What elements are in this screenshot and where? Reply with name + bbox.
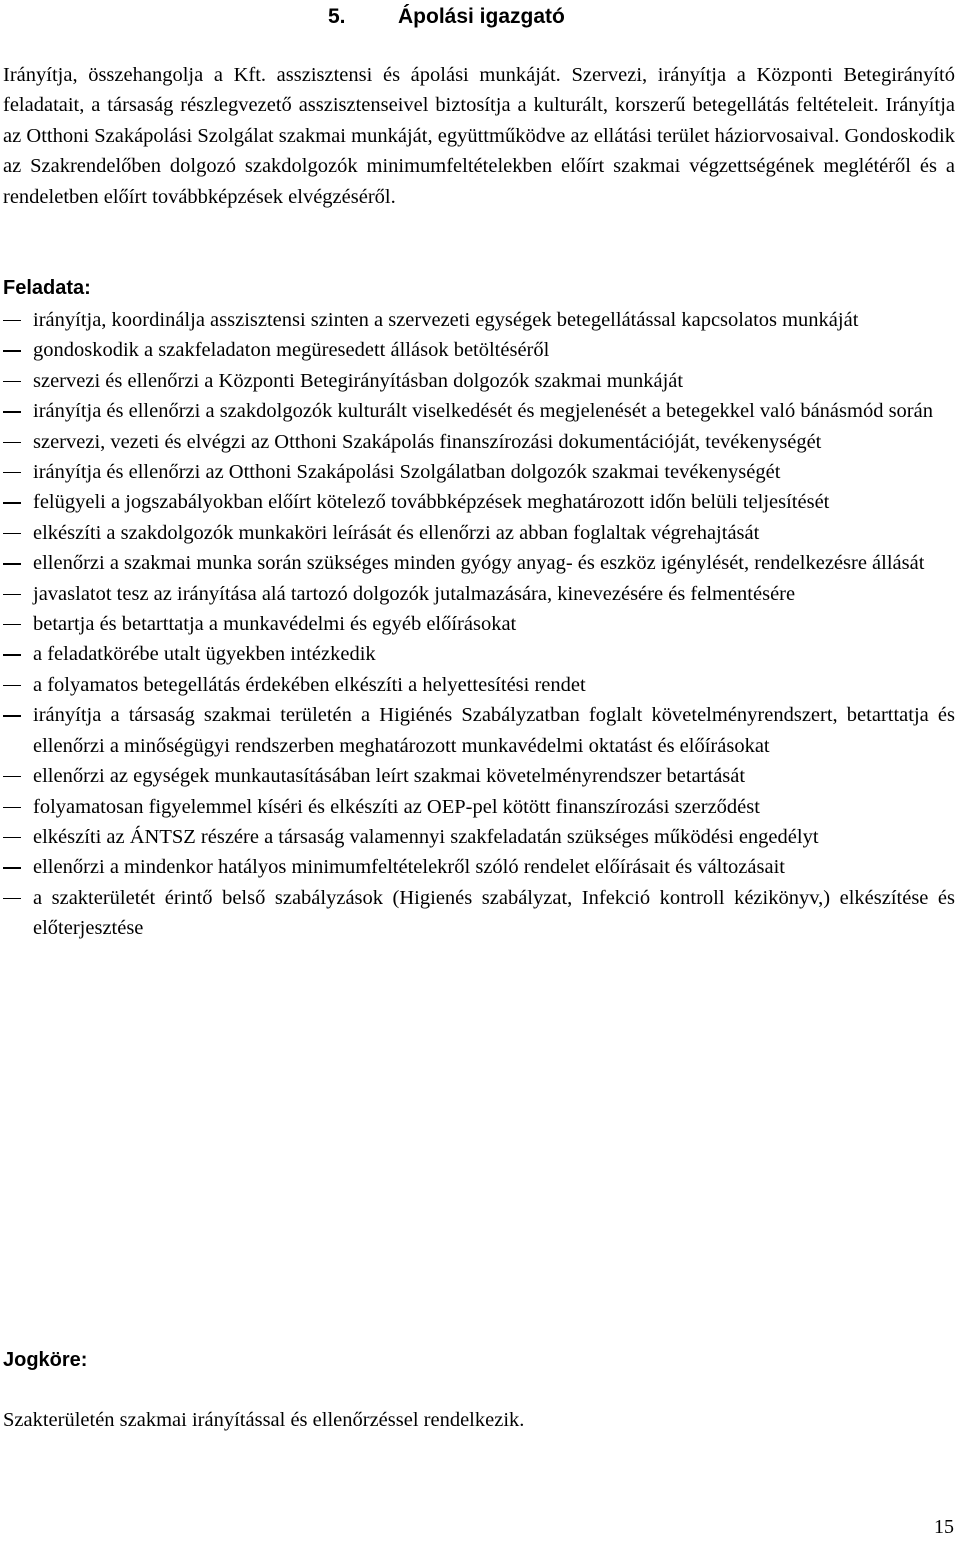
list-item-text: ellenőrzi az egységek munkautasításában leírt szakmai követelményrendszer betartását	[33, 765, 746, 788]
list-item	[0, 761, 955, 791]
feladata-heading: Feladata:	[3, 277, 91, 299]
list-item	[0, 700, 955, 761]
list-item-text: javaslatot tesz az irányítása alá tartozó dolgozók jutalmazására, kinevezésére és felmentésére	[33, 582, 796, 605]
dash-bullet	[3, 624, 21, 625]
dash-bullet	[3, 715, 21, 716]
list-item	[0, 670, 955, 700]
list-item-text: irányítja és ellenőrzi a szakdolgozók kulturált viselkedését és megjelenését a betegekkel való bánásmód során	[33, 400, 933, 423]
dash-bullet	[3, 654, 21, 655]
section-title-text: Ápolási igazgató	[398, 5, 565, 28]
list-item-text: a folyamatos betegellátás érdekében elkészíti a helyettesítési rendet	[33, 673, 586, 696]
jogkore-heading: Jogköre:	[3, 1349, 88, 1371]
list-item-text: a szakterületét érintő belső szabályzások (Higienés szabályzat, Infekció kontroll kézikönyv,) elkészítése és előterjesztése	[33, 886, 955, 940]
list-item-text: szervezi, vezeti és elvégzi az Otthoni Szakápolás finanszírozási dokumentációját, tevékenységét	[33, 430, 822, 453]
list-item-text: elkészíti a szakdolgozók munkaköri leírását és ellenőrzi az abban foglaltak végrehajtását	[33, 521, 760, 544]
dash-bullet	[3, 442, 21, 443]
list-item	[0, 427, 955, 457]
list-item	[0, 335, 955, 365]
list-item	[0, 487, 955, 517]
intro-paragraph: Irányítja, összehangolja a Kft. asszisztensi és ápolási munkáját. Szervezi, irányítja a Központi Betegirányító feladatait, a társaság részlegvezető asszisztenseivel biztosítja a kulturált, korszerű betegellátás feltételeit. Irányítja az Otthoni Szakápolási Szolgálat szakmai munkáját, együttműködve az ellátási terület háziorvosaival. Gondoskodik az Szakrendelőben dolgozó szakdolgozók minimumfeltételekben előírt szakmai végzettségének meglétéről és a rendeletben előírt továbbképzések elvégzéséről.	[3, 64, 955, 208]
list-item-text: betartja és betarttatja a munkavédelmi és egyéb előírásokat	[33, 613, 517, 636]
list-item-text: ellenőrzi a mindenkor hatályos minimumfeltételekről szóló rendelet előírásait és változásait	[33, 856, 785, 879]
page-number: 15	[934, 1516, 954, 1538]
list-item	[0, 792, 955, 822]
dash-bullet	[3, 807, 21, 808]
dash-bullet	[3, 867, 21, 868]
dash-bullet	[3, 381, 21, 382]
list-item-text: ellenőrzi a szakmai munka során szükséges minden gyógy anyag- és eszköz igénylését, rendelkezésre állását	[33, 552, 925, 575]
dash-bullet	[3, 776, 21, 777]
dash-bullet	[3, 502, 21, 503]
dash-bullet	[3, 594, 21, 595]
task-list	[0, 305, 955, 944]
list-item	[0, 852, 955, 882]
list-item	[0, 548, 955, 578]
dash-bullet	[3, 685, 21, 686]
list-item-text: irányítja és ellenőrzi az Otthoni Szakápolási Szolgálatban dolgozók szakmai tevékenységét	[33, 461, 781, 484]
list-item	[0, 305, 955, 335]
list-item	[0, 579, 955, 609]
dash-bullet	[3, 563, 21, 564]
list-item	[0, 609, 955, 639]
list-item-text: irányítja a társaság szakmai területén a Higiénés Szabályzatban foglalt követelményrendszert, betarttatja és ellenőrzi a minőségügyi rendszerben meghatározott munkavédelmi oktatást és előírásokat	[33, 704, 955, 757]
list-item-text: elkészíti az ÁNTSZ részére a társaság valamennyi szakfeladatán szükséges működési engedélyt	[33, 825, 819, 848]
list-item-text: a feladatkörébe utalt ügyekben intézkedik	[33, 643, 376, 666]
list-item-text: szervezi és ellenőrzi a Központi Betegirányításban dolgozók szakmai munkáját	[33, 369, 684, 392]
list-item	[0, 822, 955, 852]
list-item	[0, 457, 955, 487]
list-item	[0, 366, 955, 396]
dash-bullet	[3, 472, 21, 473]
list-item-text: gondoskodik a szakfeladaton megüresedett állások betöltéséről	[33, 339, 550, 362]
dash-bullet	[3, 533, 21, 534]
list-item	[0, 518, 955, 548]
list-item-text: folyamatosan figyelemmel kíséri és elkészíti az OEP-pel kötött finanszírozási szerződést	[33, 795, 760, 818]
list-item-text: irányítja, koordinálja asszisztensi szinten a szervezeti egységek betegellátással kapcsolatos munkáját	[33, 309, 859, 331]
jogkore-text: Szakterületén szakmai irányítással és ellenőrzéssel rendelkezik.	[3, 1409, 525, 1431]
section-title	[328, 2, 565, 32]
section-number: 5.	[328, 5, 346, 28]
dash-bullet	[3, 837, 21, 838]
dash-bullet	[3, 898, 21, 899]
dash-bullet	[3, 350, 21, 351]
list-item-text: felügyeli a jogszabályokban előírt kötelező továbbképzések meghatározott időn belüli teljesítését	[33, 491, 830, 514]
list-item	[0, 639, 955, 669]
list-item	[0, 883, 955, 944]
dash-bullet	[3, 320, 21, 321]
dash-bullet	[3, 411, 21, 412]
list-item	[0, 396, 955, 426]
